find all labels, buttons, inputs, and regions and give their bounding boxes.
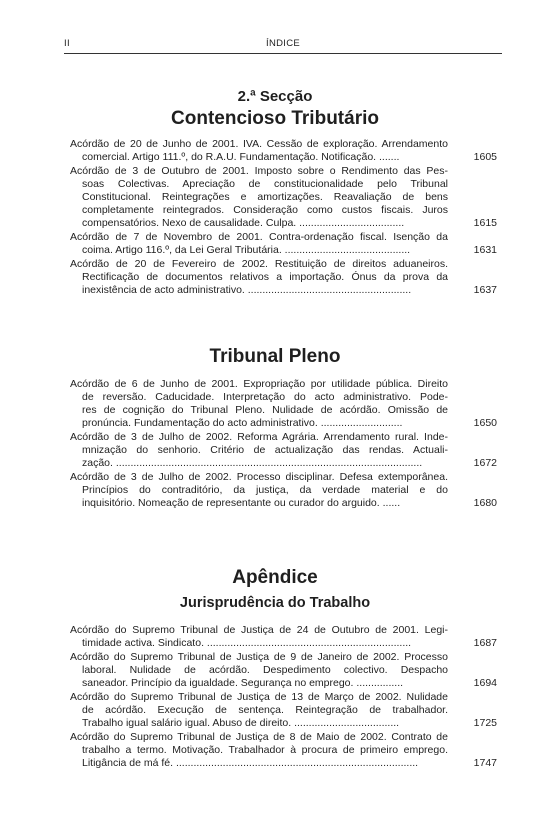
entry-line: comercial. Artigo 111.º, do R.A.U. Fundamentação. Notificação. .......	[82, 151, 400, 163]
section-heading: Contencioso Tributário	[171, 108, 379, 129]
appendix-heading: Apêndice	[232, 567, 318, 588]
section2-list	[0, 378, 550, 511]
index-entry	[0, 651, 550, 690]
entry-line: soas Colectivas. Apreciação de constitucionalidade pelo Tribunal	[82, 178, 448, 190]
entry-line: Litigância de má fé. ...................................................................................	[82, 757, 419, 769]
index-entry	[0, 378, 550, 430]
entry-line: de reversão. Caducidade. Interpretação do acto administrativo. Pode-	[82, 391, 448, 403]
entry-line: de acórdão. Execução de sentença. Reintegração de trabalhador.	[82, 704, 448, 716]
entry-line: completamente reintegrados. Consideração como custos fiscais. Juros	[82, 204, 448, 216]
entry-page-number: 1694	[473, 677, 497, 689]
entry-page-number: 1687	[473, 637, 497, 649]
entry-text	[70, 431, 448, 470]
page-number: II	[64, 38, 70, 49]
section3-list	[0, 624, 550, 771]
entry-page-number: 1631	[473, 244, 497, 256]
entry-line: pronúncia. Fundamentação do acto administrativo. ............................	[82, 417, 403, 429]
section-heading: Tribunal Pleno	[209, 346, 341, 367]
index-entry	[0, 165, 550, 230]
index-entry	[0, 258, 550, 297]
entry-line: Acórdão do Supremo Tribunal de Justiça de 8 de Maio de 2002. Contrato de	[70, 731, 448, 743]
entry-line: Acórdão do Supremo Tribunal de Justiça de 24 de Outubro de 2001. Legi-	[70, 624, 448, 636]
entry-line: Acórdão de 3 de Julho de 2002. Processo disciplinar. Defesa extemporânea.	[70, 471, 448, 483]
entry-text	[70, 471, 448, 510]
section1-list	[0, 138, 550, 298]
entry-page-number: 1605	[473, 151, 497, 163]
entry-line: Acórdão de 3 de Outubro de 2001. Imposto sobre o Rendimento das Pes-	[70, 165, 448, 177]
index-entry	[0, 138, 550, 164]
entry-page-number: 1615	[473, 217, 497, 229]
header-rule	[64, 53, 502, 54]
entry-line: laboral. Nulidade de acórdão. Despedimento colectivo. Despacho	[82, 664, 448, 676]
entry-line: Princípios do contraditório, da justiça, da verdade material e do	[82, 484, 448, 496]
entry-line: Acórdão do Supremo Tribunal de Justiça de 13 de Março de 2002. Nulidade	[70, 691, 448, 703]
entry-line: compensatórios. Nexo de causalidade. Culpa. ....................................	[82, 217, 405, 229]
entry-line: Acórdão do Supremo Tribunal de Justiça de 9 de Janeiro de 2002. Processo	[70, 651, 448, 663]
entry-line: zação. .........................................................................................................	[82, 457, 423, 469]
entry-line: inquisitório. Nomeação de representante ou curador do arguido. ......	[82, 497, 401, 509]
entry-line: trabalho a termo. Motivação. Trabalhador à procura de primeiro emprego.	[82, 744, 448, 756]
header-title: ÍNDICE	[266, 38, 300, 49]
entry-line: coima. Artigo 116.º, da Lei Geral Tributária. ...........................................	[82, 244, 411, 256]
index-entry	[0, 471, 550, 510]
entry-line: Acórdão de 3 de Julho de 2002. Reforma Agrária. Arrendamento rural. Inde-	[70, 431, 448, 443]
entry-line: Acórdão de 7 de Novembro de 2001. Contra-ordenação fiscal. Isenção da	[70, 231, 448, 243]
entry-text	[70, 651, 448, 690]
entry-page-number: 1672	[473, 457, 497, 469]
entry-line: Rectificação de documentos relativos a importação. Ónus da prova da	[82, 271, 448, 283]
entry-line: res de cognição do Tribunal Pleno. Nulidade de acórdão. Omissão de	[82, 404, 448, 416]
index-entry	[0, 431, 550, 470]
entry-text	[70, 378, 448, 430]
running-header	[64, 38, 502, 52]
index-entry	[0, 691, 550, 730]
entry-page-number: 1725	[473, 717, 497, 729]
index-entry	[0, 731, 550, 770]
entry-line: inexistência de acto administrativo. ........................................................	[82, 284, 412, 296]
entry-text	[70, 731, 448, 770]
entry-text	[70, 624, 448, 650]
entry-page-number: 1650	[473, 417, 497, 429]
entry-text	[70, 138, 448, 164]
entry-line: Trabalho igual salário igual. Abuso de direito. ....................................	[82, 717, 400, 729]
entry-line: mnização do senhorio. Critério de actualização das rendas. Actuali-	[82, 444, 448, 456]
entry-line: Constitucional. Reintegrações e amortizações. Reavaliação de bens	[82, 191, 448, 203]
appendix-subheading: Jurisprudência do Trabalho	[179, 595, 371, 611]
entry-line: timidade activa. Sindicato. ......................................................................	[82, 637, 412, 649]
entry-line: Acórdão de 20 de Junho de 2001. IVA. Cessão de exploração. Arrendamento	[70, 138, 448, 150]
index-entry	[0, 624, 550, 650]
entry-text	[70, 231, 448, 257]
entry-page-number: 1747	[473, 757, 497, 769]
entry-text	[70, 691, 448, 730]
entry-text	[70, 165, 448, 230]
entry-page-number: 1637	[473, 284, 497, 296]
entry-page-number: 1680	[473, 497, 497, 509]
section-subheading: 2.ª Secção	[237, 88, 313, 105]
entry-line: Acórdão de 6 de Junho de 2001. Expropriação por utilidade pública. Direito	[70, 378, 448, 390]
entry-line: Acórdão de 20 de Fevereiro de 2002. Restituição de direitos aduaneiros.	[70, 258, 448, 270]
entry-line: saneador. Princípio da igualdade. Segurança no emprego. ................	[82, 677, 404, 689]
entry-text	[70, 258, 448, 297]
index-entry	[0, 231, 550, 257]
